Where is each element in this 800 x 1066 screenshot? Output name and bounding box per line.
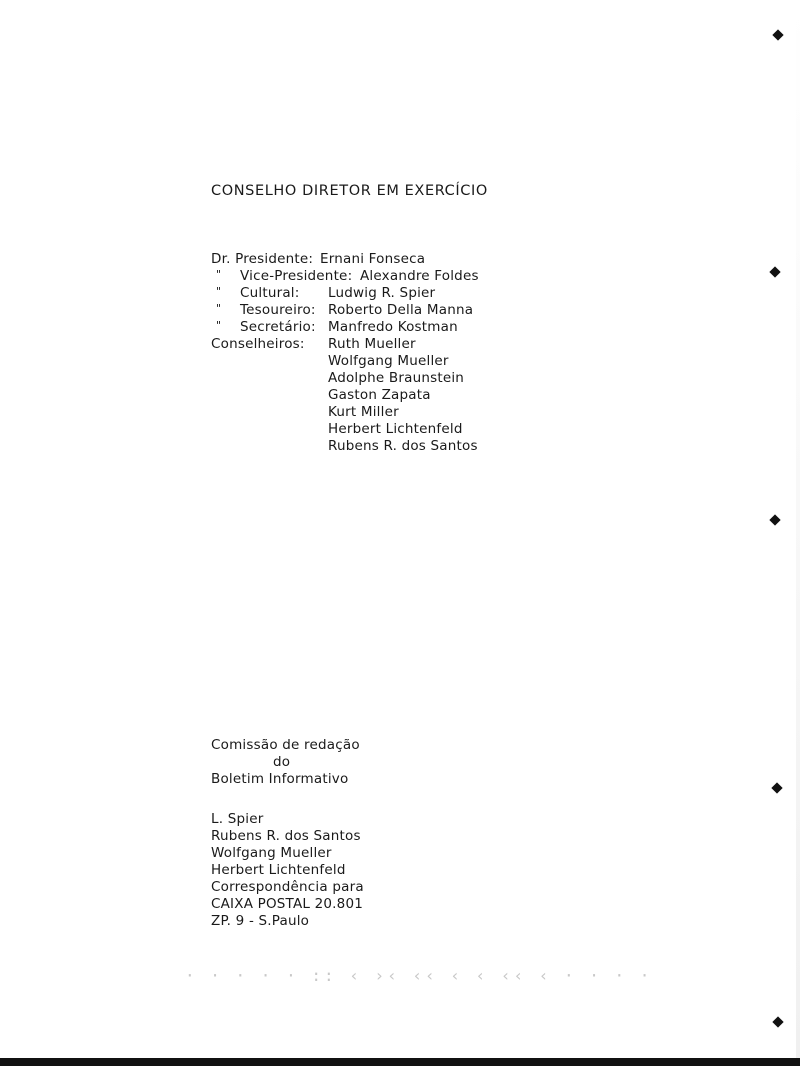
councillor-item: Wolfgang Mueller [328, 353, 449, 369]
postal-zip: ZP. 9 - S.Paulo [211, 913, 310, 929]
ditto-mark: " [216, 285, 222, 298]
councillor-item: Herbert Lichtenfeld [328, 421, 463, 437]
cultural-role: Cultural: [240, 285, 300, 301]
editorial-connector: do [273, 754, 291, 770]
editor-item: Wolfgang Mueller [211, 845, 332, 861]
treasurer-name: Roberto Della Manna [328, 302, 474, 318]
councillor-item: Gaston Zapata [328, 387, 431, 403]
ditto-mark: " [216, 302, 222, 315]
secretary-role: Secretário: [240, 319, 316, 335]
ditto-mark: " [216, 319, 222, 332]
scan-smudge: · · · · · :: ‹ ›‹ ‹‹ ‹ ‹ ‹‹ ‹ · · · · [185, 966, 653, 985]
correspondence-label: Correspondência para [211, 879, 364, 895]
councillors-label: Conselheiros: [211, 336, 305, 352]
ditto-mark: " [216, 268, 222, 281]
postal-box: CAIXA POSTAL 20.801 [211, 896, 364, 912]
editorial-publication: Boletim Informativo [211, 771, 349, 787]
councillor-item: Ruth Mueller [328, 336, 416, 352]
binder-hole-icon [772, 1016, 783, 1027]
binder-hole-icon [769, 266, 780, 277]
binder-hole-icon [771, 782, 782, 793]
editor-item: Herbert Lichtenfeld [211, 862, 346, 878]
scan-edge [796, 0, 800, 1066]
president-role: Dr. Presidente: [211, 251, 314, 267]
councillor-item: Adolphe Braunstein [328, 370, 465, 386]
vice-president-name: Alexandre Foldes [360, 268, 479, 284]
editor-item: L. Spier [211, 811, 264, 827]
treasurer-role: Tesoureiro: [240, 302, 316, 318]
secretary-name: Manfredo Kostman [328, 319, 458, 335]
president-name: Ernani Fonseca [320, 251, 426, 267]
councillor-item: Kurt Miller [328, 404, 399, 420]
editor-item: Rubens R. dos Santos [211, 828, 361, 844]
scan-bottom-border [0, 1058, 800, 1066]
editorial-heading: Comissão de redação [211, 737, 360, 753]
page-title: CONSELHO DIRETOR EM EXERCÍCIO [211, 183, 488, 199]
cultural-name: Ludwig R. Spier [328, 285, 436, 301]
vice-president-role: Vice-Presidente: [240, 268, 353, 284]
binder-hole-icon [772, 29, 783, 40]
councillor-item: Rubens R. dos Santos [328, 438, 478, 454]
binder-hole-icon [769, 514, 780, 525]
